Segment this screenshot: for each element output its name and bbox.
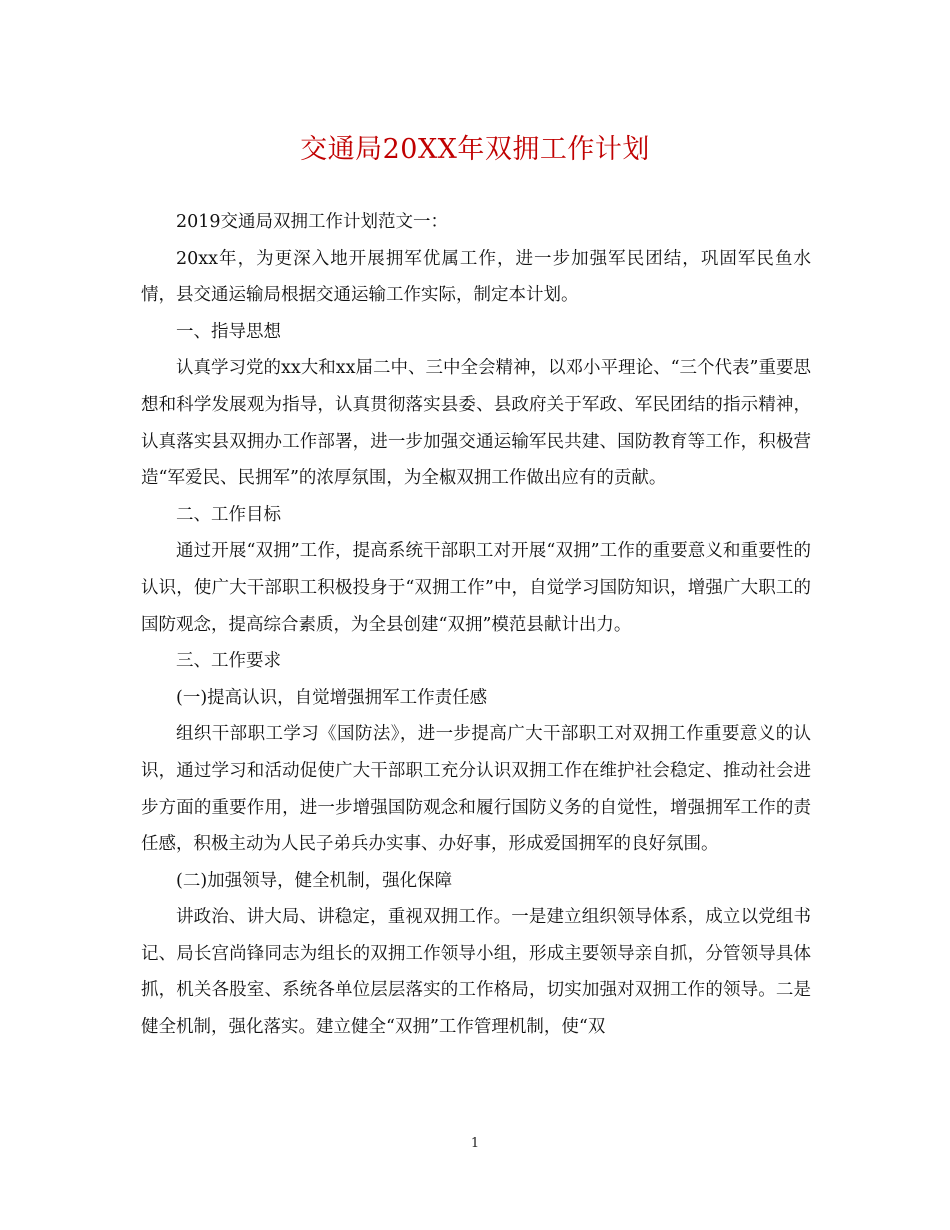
section-heading: 一、指导思想 <box>176 321 281 342</box>
subsection-heading: (二)加强领导，健全机制，强化保障 <box>176 870 453 891</box>
subsection-heading: (一)提高认识，自觉增强拥军工作责任感 <box>176 687 488 708</box>
paragraph: 20xx年，为更深入地开展拥军优属工作，进一步加强军民团结，巩固军民鱼水情，县交通运输局根据交通运输工作实际，制定本计划。 <box>141 248 811 306</box>
paragraph: 认真学习党的xx大和xx届二中、三中全会精神，以邓小平理论、“三个代表”重要思想和科学发展观为指导，认真贯彻落实县委、县政府关于军政、军民团结的指示精神，认真落实县双拥办工作部署，进一步加强交通运输军民共建、国防教育等工作，积极营造“军爱民、民拥军”的浓厚氛围，为全椒双拥工作做出应有的贡献。 <box>141 358 811 489</box>
paragraph: 讲政治、讲大局、讲稳定，重视双拥工作。一是建立组织领导体系，成立以党组书记、局长宫尚锋同志为组长的双拥工作领导小组，形成主要领导亲自抓，分管领导具体抓，机关各股室、系统各单位层层落实的工作格局，切实加强对双拥工作的领导。二是健全机制，强化落实。建立健全“双拥”工作管理机制，使“双 <box>141 907 811 1038</box>
section-heading: 三、工作要求 <box>176 651 281 672</box>
document-title: 交通局20XX年双拥工作计划 <box>300 134 650 165</box>
page-number: 1 <box>470 1136 480 1151</box>
paragraph: 组织干部职工学习《国防法》，进一步提高广大干部职工对双拥工作重要意义的认识，通过学习和活动促使广大干部职工充分认识双拥工作在维护社会稳定、推动社会进步方面的重要作用，进一步增强国防观念和履行国防义务的自觉性，增强拥军工作的责任感，积极主动为人民子弟兵办实事、办好事，形成爱国拥军的良好氛围。 <box>141 724 811 855</box>
section-heading: 二、工作目标 <box>176 504 281 525</box>
paragraph: 2019交通局双拥工作计划范文一： <box>176 212 449 232</box>
paragraph: 通过开展“双拥”工作，提高系统干部职工对开展“双拥”工作的重要意义和重要性的认识，使广大干部职工积极投身于“双拥工作”中，自觉学习国防知识，增强广大职工的国防观念，提高综合素质，为全县创建“双拥”模范县献计出力。 <box>141 541 811 635</box>
document-body <box>141 204 811 1046</box>
